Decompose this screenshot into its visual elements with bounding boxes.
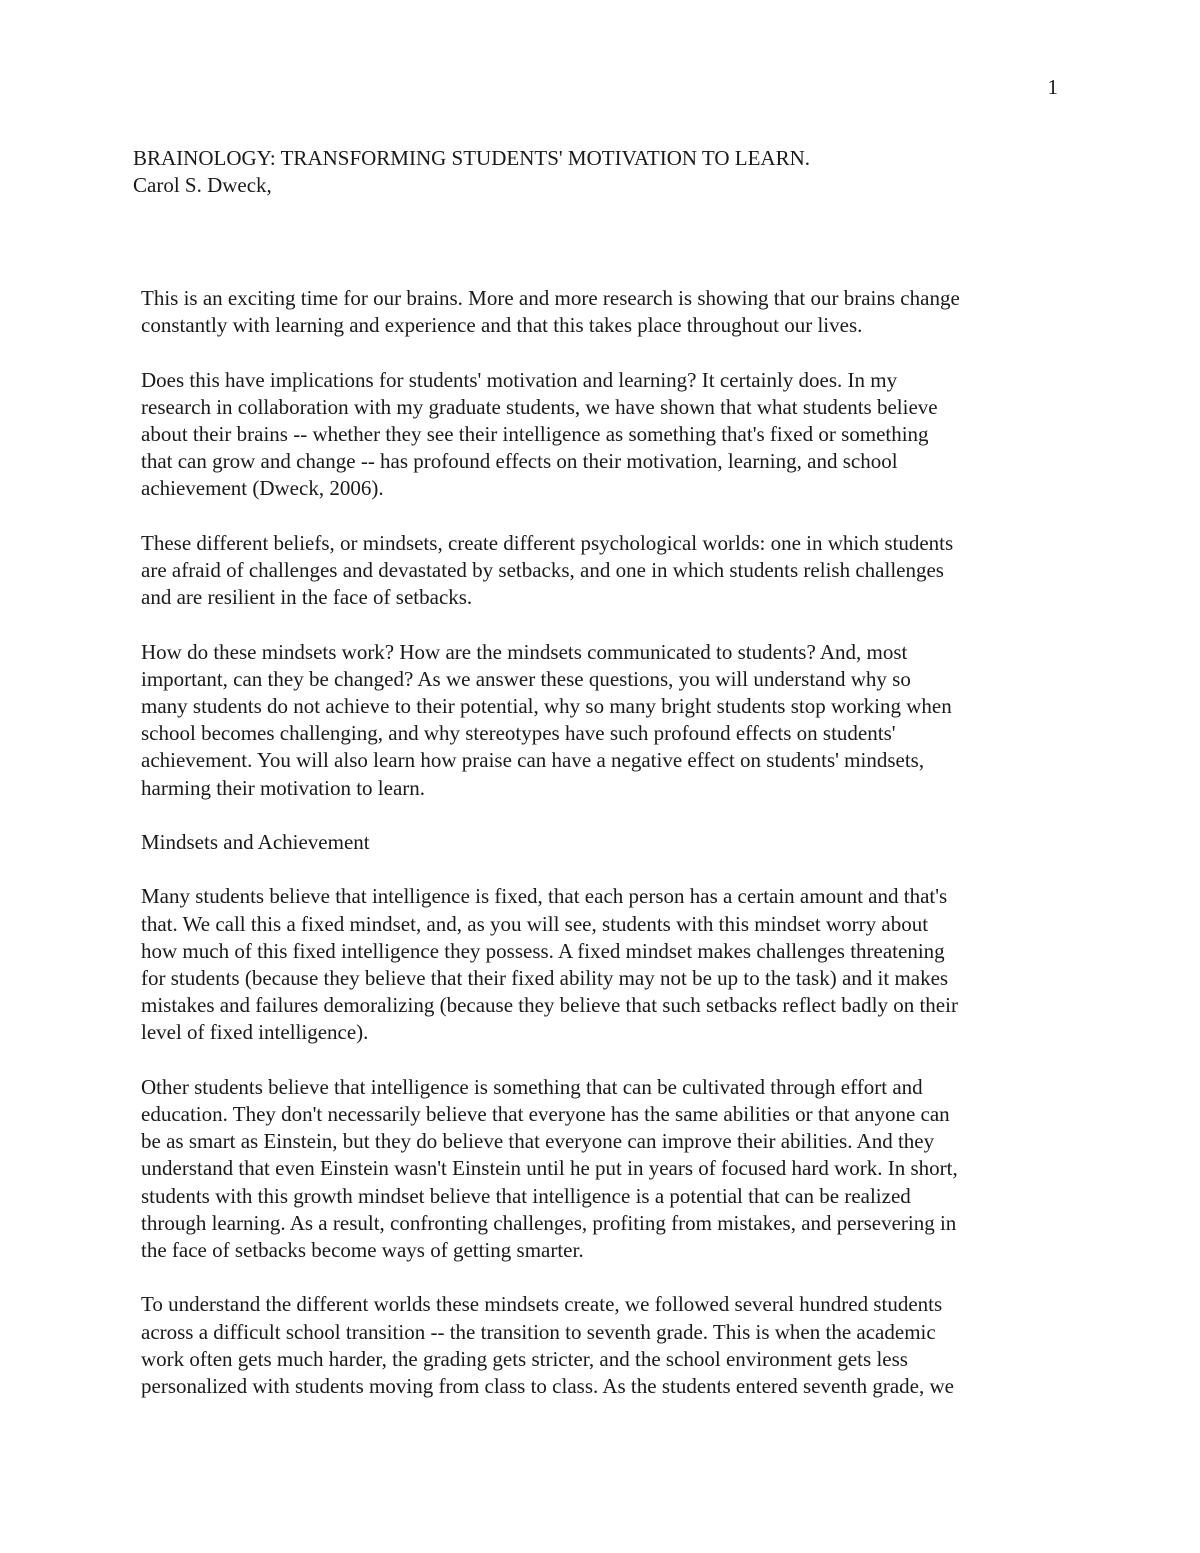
text-line: that can grow and change -- has profound effects on their motivation, learning, and school — [141, 449, 898, 474]
text-line: personalized with students moving from class to class. As the students entered seventh grade, we — [141, 1374, 954, 1399]
text-line: mistakes and failures demoralizing (because they believe that such setbacks reflect badly on their — [141, 993, 958, 1018]
section-heading: Mindsets and Achievement — [141, 830, 370, 854]
text-line: These different beliefs, or mindsets, create different psychological worlds: one in which students — [141, 530, 954, 555]
text-line: work often gets much harder, the grading gets stricter, and the school environment gets less — [141, 1346, 908, 1371]
document-body — [141, 285, 1071, 1427]
text-line: How do these mindsets work? How are the mindsets communicated to students? And, most — [141, 639, 908, 664]
text-line: through learning. As a result, confronting challenges, profiting from mistakes, and persevering in — [141, 1210, 957, 1235]
text-line: the face of setbacks become ways of getting smarter. — [141, 1238, 584, 1263]
text-line: understand that even Einstein wasn't Einstein until he put in years of focused hard work. In short, — [141, 1156, 958, 1181]
text-line: harming their motivation to learn. — [141, 775, 426, 800]
page-number: 1 — [1047, 75, 1058, 99]
text-line: level of fixed intelligence). — [141, 1020, 369, 1045]
text-line: achievement. You will also learn how praise can have a negative effect on students' mindsets, — [141, 748, 925, 773]
author-line: Carol S. Dweck, — [133, 173, 272, 197]
title-block — [133, 145, 1073, 199]
paragraph — [141, 1074, 1071, 1264]
text-line: and are resilient in the face of setbacks. — [141, 585, 473, 610]
text-line: important, can they be changed? As we answer these questions, you will understand why so — [141, 666, 911, 691]
text-line: about their brains -- whether they see their intelligence as something that's fixed or something — [141, 422, 929, 446]
text-line: that. We call this a fixed mindset, and, as you will see, students with this mindset worry about — [141, 911, 929, 936]
paragraph — [141, 1291, 1071, 1400]
text-line: Other students believe that intelligence is something that can be cultivated through effort and — [141, 1074, 923, 1099]
text-line: This is an exciting time for our brains. More and more research is showing that our brains change — [141, 286, 960, 310]
paragraph — [141, 639, 1071, 802]
text-line: constantly with learning and experience and that this takes place throughout our lives. — [141, 313, 863, 338]
text-line: research in collaboration with my graduate students, we have shown that what students believe — [141, 394, 938, 419]
paragraph — [141, 285, 1071, 339]
text-line: Does this have implications for students' motivation and learning? It certainly does. In my — [141, 367, 898, 392]
text-line: many students do not achieve to their potential, why so many bright students stop working when — [141, 694, 952, 718]
text-line: students with this growth mindset believe that intelligence is a potential that can be realized — [141, 1183, 911, 1208]
paragraph — [141, 883, 1071, 1046]
paragraph — [141, 367, 1071, 503]
text-line: for students (because they believe that their fixed ability may not be up to the task) and it makes — [141, 966, 949, 990]
text-line: across a difficult school transition -- the transition to seventh grade. This is when the academic — [141, 1319, 936, 1344]
text-line: school becomes challenging, and why stereotypes have such profound effects on students' — [141, 721, 896, 746]
text-line: how much of this fixed intelligence they possess. A fixed mindset makes challenges threatening — [141, 938, 945, 963]
text-line: be as smart as Einstein, but they do believe that everyone can improve their abilities. And they — [141, 1129, 935, 1154]
document-title: BRAINOLOGY: TRANSFORMING STUDENTS' MOTIVATION TO LEARN. — [133, 146, 811, 170]
text-line: education. They don't necessarily believe that everyone has the same abilities or that anyone can — [141, 1102, 950, 1126]
text-line: achievement (Dweck, 2006). — [141, 476, 384, 501]
text-line: Many students believe that intelligence is fixed, that each person has a certain amount and that's — [141, 884, 948, 909]
text-line: are afraid of challenges and devastated by setbacks, and one in which students relish challenges — [141, 558, 944, 582]
paragraph — [141, 530, 1071, 612]
text-line: To understand the different worlds these mindsets create, we followed several hundred students — [141, 1292, 943, 1317]
